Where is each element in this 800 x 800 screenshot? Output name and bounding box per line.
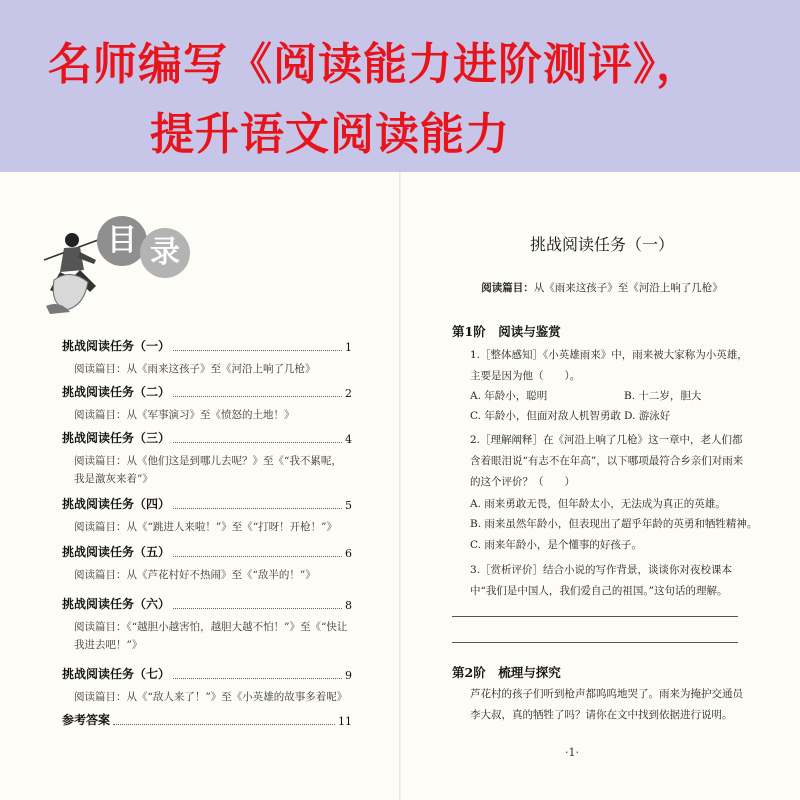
toc-entry-title: 挑战阅读任务（三） [62, 431, 171, 445]
stage2-question [452, 684, 748, 726]
dot-leader [173, 442, 342, 443]
toc-entry[interactable] [62, 496, 352, 536]
question-3 [452, 560, 748, 602]
q2-option-a[interactable]: A. 雨来勇敢无畏，但年龄太小，无法成为真正的英雄。 [470, 498, 726, 510]
q1-option-d[interactable]: D. 游泳好 [624, 410, 671, 422]
toc-entry-title: 挑战阅读任务（七） [62, 667, 171, 681]
toc-entry-title: 挑战阅读任务（五） [62, 545, 171, 559]
answer-line[interactable] [452, 616, 738, 617]
toc-title-char-1: 目 [97, 216, 147, 266]
reading-label: 阅读篇目： [481, 282, 534, 294]
page-number: ·1· [565, 746, 579, 759]
toc-entry[interactable] [62, 384, 352, 424]
toc-entry-title: 挑战阅读任务（六） [62, 597, 171, 611]
toc-title-char-2: 录 [140, 228, 190, 278]
dot-leader [173, 396, 342, 397]
book-spine [399, 172, 401, 800]
toc-entry[interactable] [62, 666, 352, 706]
question-1-text: 1.［整体感知］《小英雄雨来》中，雨来被大家称为小英雄，主要是因为他（ ）。 [470, 349, 748, 382]
answer-line[interactable] [452, 642, 738, 643]
toc-page-number: 11 [338, 715, 352, 728]
promo-banner [0, 0, 800, 172]
toc-entry-reading: 阅读篇目：从《军事演习》至《愤怒的土地！》 [74, 409, 295, 421]
banner-subheadline: 提升语文阅读能力 [150, 109, 510, 160]
reading-range: 从《雨来这孩子》至《河沿上响了几枪》 [533, 282, 723, 294]
toc-entry[interactable] [62, 596, 352, 654]
toc-entry[interactable] [62, 338, 352, 378]
toc-page-number: 2 [345, 387, 352, 400]
toc-entry-reading: 阅读篇目：从《雨来这孩子》至《河沿上响了几枪》 [74, 363, 316, 375]
toc-entry-title: 参考答案 [62, 713, 111, 727]
question-1 [452, 345, 748, 387]
stage1-title: 第1阶 阅读与鉴赏 [452, 324, 561, 339]
toc-entry-reading: 阅读篇目：从《“敌人来了！”》至《小英雄的故事多着呢》 [74, 691, 348, 703]
q1-option-a[interactable]: A. 年龄小，聪明 [470, 390, 548, 402]
toc-page-number: 1 [345, 341, 352, 354]
toc-page-number: 8 [345, 599, 352, 612]
toc-entry-title: 挑战阅读任务（四） [62, 497, 171, 511]
dot-leader [173, 556, 342, 557]
q2-option-c[interactable]: C. 雨来年龄小，是个懂事的好孩子。 [470, 539, 642, 551]
toc-page-number: 9 [345, 669, 352, 682]
toc-entry-reading: 阅读篇目：《“越胆小越害怕，越胆大越不怕！”》至《“快让我进去吧！”》 [74, 621, 348, 651]
q1-option-b[interactable]: B. 十二岁，胆大 [624, 390, 702, 402]
toc-entry-reading: 阅读篇目：从《他们这是到哪儿去呢？》至《“我不累呢，我是激灰来着”》 [74, 455, 342, 485]
toc-page-number: 6 [345, 547, 352, 560]
question-2-text: 2.［理解阐释］在《河沿上响了几枪》这一章中，老人们都含着眼泪说“有志不在年高”，以下哪项最符合乡亲们对雨来的这个评价？（ ） [470, 434, 744, 488]
toc-header [40, 212, 200, 312]
toc-entry-reading: 阅读篇目：从《芦花村好不热闹》至《“敌半的！”》 [74, 569, 316, 581]
toc-page-number: 4 [345, 433, 352, 446]
question-3-text: 3.［赏析评价］结合小说的写作背景，谈谈你对夜校课本中“我们是中国人，我们爱自己的祖国。”这句话的理解。 [470, 564, 733, 597]
dot-leader [113, 724, 335, 725]
task-title: 挑战阅读任务（一） [529, 235, 674, 254]
dot-leader [173, 508, 342, 509]
toc-entry[interactable] [62, 544, 352, 584]
dot-leader [173, 350, 342, 351]
q1-option-c[interactable]: C. 年龄小，但面对敌人机智勇敢 [470, 410, 621, 422]
q2-option-b[interactable]: B. 雨来虽然年龄小，但表现出了超乎年龄的英勇和牺牲精神。 [470, 518, 758, 530]
toc-entry[interactable] [62, 712, 352, 728]
dot-leader [173, 608, 342, 609]
toc-page-number: 5 [345, 499, 352, 512]
toc-entry-title: 挑战阅读任务（二） [62, 385, 171, 399]
toc-entry-reading: 阅读篇目：从《“跳进人来啦！”》至《“打呀！开枪！”》 [74, 521, 337, 533]
question-2 [452, 430, 748, 493]
task-reading-range [402, 280, 800, 295]
stage2-title: 第2阶 梳理与探究 [452, 665, 561, 680]
toc-entry[interactable] [62, 430, 352, 488]
banner-headline: 名师编写《阅读能力进阶测评》， [48, 39, 701, 90]
toc-entry-title: 挑战阅读任务（一） [62, 339, 171, 353]
stage2-question-text: 芦花村的孩子们听到枪声都呜呜地哭了。雨来为掩护交通员李大叔，真的牺牲了吗？请你在文中找到依据进行说明。 [470, 688, 743, 721]
dot-leader [173, 678, 342, 679]
